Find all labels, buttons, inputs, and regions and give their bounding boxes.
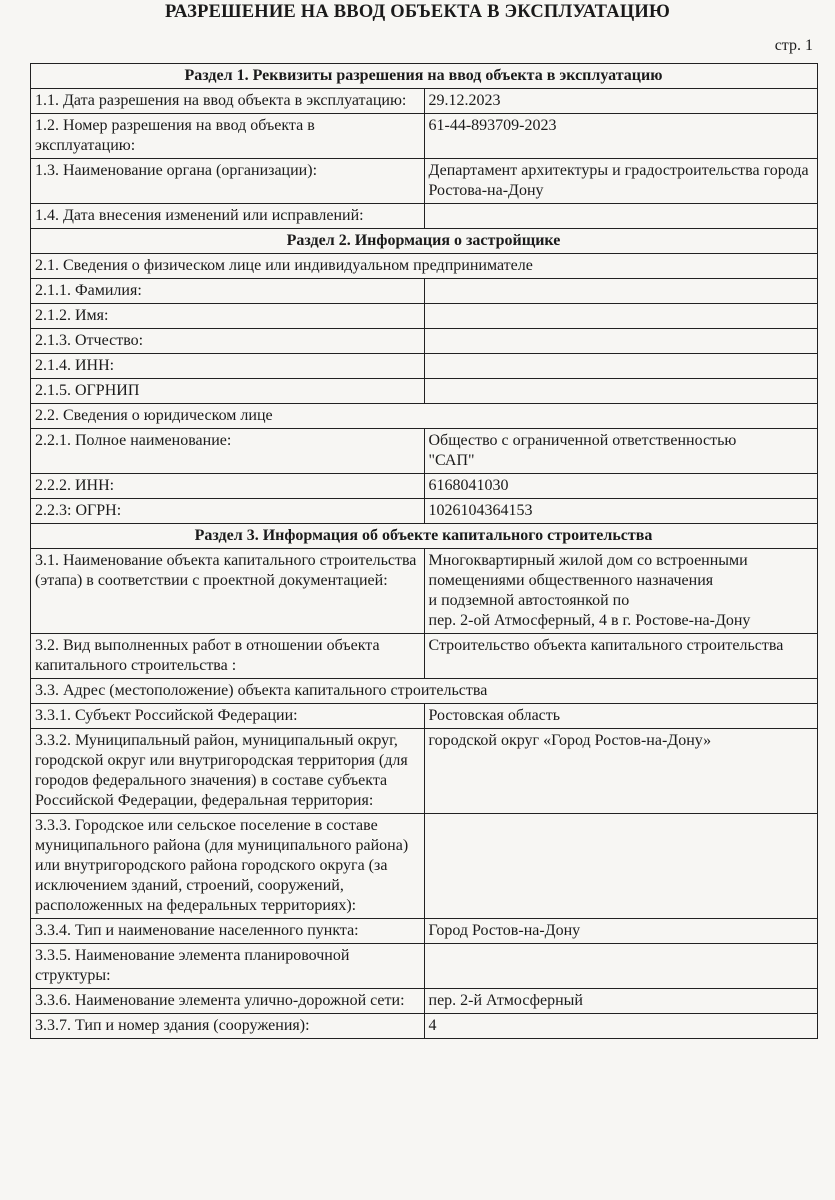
field-label: 3.3.4. Тип и наименование населенного пункта: [31,919,425,944]
table-row [31,549,818,634]
value-line: пер. 2-ой Атмосферный, 4 в г. Ростове-на-Дону [428,612,751,629]
value-line: "САП" [428,452,475,469]
field-value: Город Ростов-на-Дону [424,919,818,944]
field-value [424,429,818,474]
field-value: 61-44-893709-2023 [424,114,818,159]
field-label: 2.2.3: ОГРН: [31,499,425,524]
table-row [31,679,818,704]
table-row [31,204,818,229]
field-value [424,944,818,989]
field-label: 2.1.1. Фамилия: [31,279,425,304]
subsection-label: 2.2. Сведения о юридическом лице [31,404,818,429]
field-value [424,379,818,404]
value-line: Общество с ограниченной ответственностью [428,432,737,449]
field-label: 2.2.1. Полное наименование: [31,429,425,474]
field-value [424,279,818,304]
value-line: Многоквартирный жилой дом со встроенными [428,552,748,569]
field-value: 1026104364153 [424,499,818,524]
table-row [31,944,818,989]
table-row [31,919,818,944]
field-label: 1.4. Дата внесения изменений или исправлений: [31,204,425,229]
field-value: Департамент архитектуры и градостроительства города Ростова-на-Дону [424,159,818,204]
table-row [31,329,818,354]
field-label: 3.3.1. Субъект Российской Федерации: [31,704,425,729]
field-value [424,329,818,354]
table-row [31,114,818,159]
value-line: и подземной автостоянкой по [428,592,630,609]
field-label: 1.2. Номер разрешения на ввод объекта в эксплуатацию: [31,114,425,159]
table-row [31,429,818,474]
field-value [424,204,818,229]
field-value [424,549,818,634]
field-label: 3.2. Вид выполненных работ в отношении объекта капитального строительства : [31,634,425,679]
permit-table [30,63,818,1039]
field-label: 1.1. Дата разрешения на ввод объекта в эксплуатацию: [31,89,425,114]
field-value: Строительство объекта капитального строительства [424,634,818,679]
table-row [31,729,818,814]
table-row [31,814,818,919]
table-row [31,279,818,304]
field-label: 3.3.2. Муниципальный район, муниципальный округ, городской округ или внутригородская территория (для городов федерального значения) в составе субъекта Российской Федерации, федеральная территория: [31,729,425,814]
field-value: городской округ «Город Ростов-на-Дону» [424,729,818,814]
section-3-title: Раздел 3. Информация об объекте капитального строительства [31,524,818,549]
field-value: 4 [424,1014,818,1039]
field-value: Ростовская область [424,704,818,729]
section-2-header-row [31,229,818,254]
field-label: 3.3.5. Наименование элемента планировочной структуры: [31,944,425,989]
field-value: 29.12.2023 [424,89,818,114]
table-row [31,634,818,679]
subsection-label: 2.1. Сведения о физическом лице или индивидуальном предпринимателе [31,254,818,279]
field-label: 2.1.4. ИНН: [31,354,425,379]
field-label: 3.1. Наименование объекта капитального строительства (этапа) в соответствии с проектной документацией: [31,549,425,634]
section-2-title: Раздел 2. Информация о застройщике [31,229,818,254]
table-row [31,379,818,404]
table-row [31,704,818,729]
field-label: 2.1.2. Имя: [31,304,425,329]
subsection-label: 3.3. Адрес (местоположение) объекта капитального строительства [31,679,818,704]
section-1-header-row [31,64,818,89]
field-label: 3.3.7. Тип и номер здания (сооружения): [31,1014,425,1039]
field-value: 6168041030 [424,474,818,499]
field-label: 3.3.6. Наименование элемента улично-дорожной сети: [31,989,425,1014]
table-row [31,304,818,329]
table-row [31,474,818,499]
table-row [31,499,818,524]
table-row [31,159,818,204]
table-row [31,404,818,429]
table-row [31,1014,818,1039]
value-line: помещениями общественного назначения [428,572,714,589]
table-row [31,89,818,114]
field-label: 1.3. Наименование органа (организации): [31,159,425,204]
page-number: стр. 1 [774,37,813,54]
field-label: 2.2.2. ИНН: [31,474,425,499]
field-label: 2.1.3. Отчество: [31,329,425,354]
table-row [31,254,818,279]
field-label: 3.3.3. Городское или сельское поселение в составе муниципального района (для муниципального района) или внутригородского района городского округа (за исключением зданий, строений, сооружений, расположенных на федеральных территориях): [31,814,425,919]
field-value [424,354,818,379]
field-value [424,814,818,919]
field-value: пер. 2-й Атмосферный [424,989,818,1014]
table-row [31,989,818,1014]
document-title: РАЗРЕШЕНИЕ НА ВВОД ОБЪЕКТА В ЭКСПЛУАТАЦИЮ [164,2,671,22]
section-3-header-row [31,524,818,549]
section-1-title: Раздел 1. Реквизиты разрешения на ввод объекта в эксплуатацию [31,64,818,89]
field-label: 2.1.5. ОГРНИП [31,379,425,404]
table-row [31,354,818,379]
field-value [424,304,818,329]
